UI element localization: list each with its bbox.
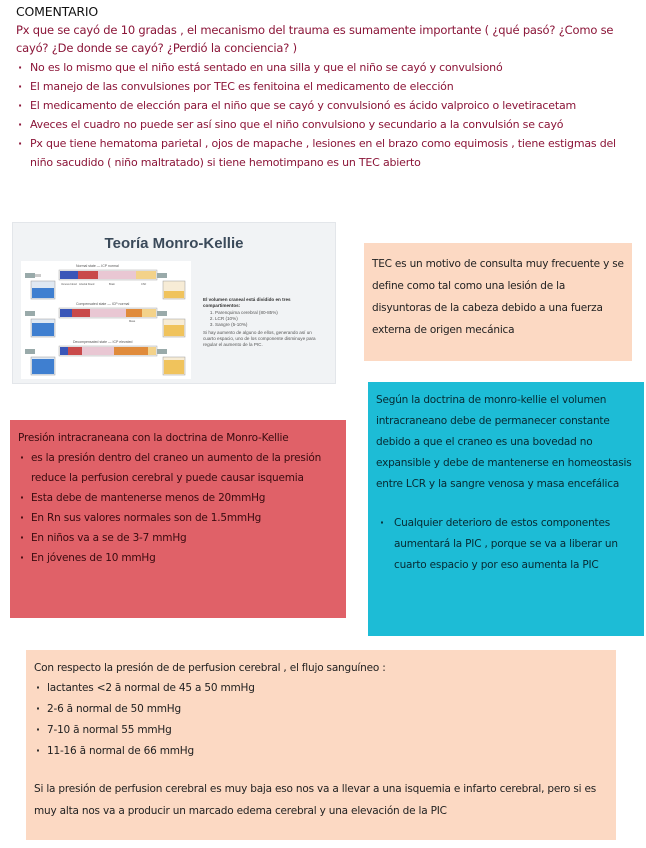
diagram-label: Normal state — ICP normal bbox=[76, 264, 119, 268]
list-item: 3. Sangre (5-10%) bbox=[215, 322, 325, 328]
perfusion-closing: Si la presión de perfusion cerebral es muy baja eso nos va a llevar a una isquemia e infarto cerebral, pero si es muy alta nos va a producir un marcado edema cerebral y una elevación de la PIC bbox=[34, 783, 597, 817]
list-item: · lactantes <2 ā normal de 45 a 50 mmHg bbox=[34, 678, 608, 699]
pic-box bbox=[10, 420, 346, 618]
slide-title: Teoría Monro-Kellie bbox=[104, 235, 244, 252]
list-item: 2. LCR (10%) bbox=[215, 316, 325, 322]
comentario-section bbox=[16, 4, 640, 172]
segment-label: Mass bbox=[129, 320, 136, 323]
comentario-list bbox=[16, 58, 640, 172]
segment-label: Brain bbox=[109, 283, 116, 286]
list-item: · Aveces el cuadro no puede ser así sino que el niño convulsiono y secundario a la convulsión se cayó bbox=[16, 115, 640, 134]
comentario-intro: Px que se cayó de 10 gradas , el mecanismo del trauma es sumamente importante ( ¿qué pasó? ¿Como se cayó? ¿De donde se cayó? ¿Perdió la conciencia? ) bbox=[16, 23, 614, 55]
list-item: · 11-16 ā normal de 66 mmHg bbox=[34, 741, 608, 762]
list-item: · Px que tiene hematoma parietal , ojos de mapache , lesiones en el brazo como equimosis , tiene estigmas del niño sacudido ( niño maltratado) si tiene hemotimpano es un TEC abierto bbox=[16, 134, 640, 172]
segment-label: CSF bbox=[141, 283, 147, 286]
segment-label: Venous blood bbox=[61, 283, 77, 286]
monro-kellie-slide bbox=[12, 222, 336, 384]
list-item: 1. Parenquima cerebral (80-85%) bbox=[215, 310, 325, 316]
slide-desc-heading: El volumen craneal está dividido en tres compartimentos: bbox=[203, 297, 291, 308]
monro-kellie-text: Según la doctrina de monro-kellie el volumen intracraneano debe de permanecer constante debido a que el craneo es una bovedad no expansible y debe de mantenerse en homeostasis entre LCR y la sangre venosa y masa encefálica bbox=[376, 394, 632, 490]
monro-kellie-box bbox=[368, 382, 644, 636]
segment-label: Arterial blood bbox=[79, 283, 95, 286]
list-item: · Cualquier deterioro de estos componentes aumentará la PIC , porque se va a liberar un cuarto espacio y por eso aumenta la PIC bbox=[376, 513, 636, 576]
monro-kellie-diagram bbox=[21, 261, 191, 379]
perfusion-box-title: Con respecto la presión de de perfusion cerebral , el flujo sanguíneo : bbox=[34, 662, 386, 674]
compartment-list bbox=[203, 310, 325, 328]
perfusion-box bbox=[26, 650, 616, 840]
comentario-heading: COMENTARIO bbox=[16, 4, 99, 19]
list-item: · Esta debe de mantenerse menos de 20mmHg bbox=[18, 488, 338, 508]
pic-list bbox=[18, 448, 338, 568]
list-item: · En jóvenes de 10 mmHg bbox=[18, 548, 338, 568]
list-item: · es la presión dentro del craneo un aumento de la presión reduce la perfusion cerebral y puede causar isquemia bbox=[18, 448, 338, 488]
list-item: · No es lo mismo que el niño está sentado en una silla y que el niño se cayó y convulsionó bbox=[16, 58, 640, 77]
diagram-illustration bbox=[21, 261, 191, 379]
list-item: · 7-10 ā normal 55 mmHg bbox=[34, 720, 608, 741]
pic-box-title: Presión intracraneana con la doctrina de Monro-Kellie bbox=[18, 432, 289, 444]
list-item: · En niños va a se de 3-7 mmHg bbox=[18, 528, 338, 548]
perfusion-list bbox=[34, 678, 608, 762]
tec-definition-box bbox=[364, 243, 632, 361]
list-item: · El manejo de las convulsiones por TEC es fenitoina el medicamento de elección bbox=[16, 77, 640, 96]
monro-kellie-list bbox=[376, 513, 636, 576]
list-item: · En Rn sus valores normales son de 1.5mmHg bbox=[18, 508, 338, 528]
diagram-label: Compensated state — ICP normal bbox=[76, 302, 130, 306]
tec-definition-text: TEC es un motivo de consulta muy frecuente y se define como tal como una lesión de la disyuntoras de la cabeza debido a una fuerza externa de origen mecánica bbox=[372, 258, 624, 336]
slide-description bbox=[203, 297, 325, 348]
diagram-label: Decompensated state — ICP elevated bbox=[73, 340, 133, 344]
list-item: · El medicamento de elección para el niño que se cayó y convulsionó es ácido valproico o levetiracetam bbox=[16, 96, 640, 115]
slide-desc-body: Si hay aumento de alguno de ellos, generando así un cuarto espacio, uno de los componente disminuye para regular el aumento de la PIC. bbox=[203, 330, 316, 347]
list-item: · 2-6 ā normal de 50 mmHg bbox=[34, 699, 608, 720]
